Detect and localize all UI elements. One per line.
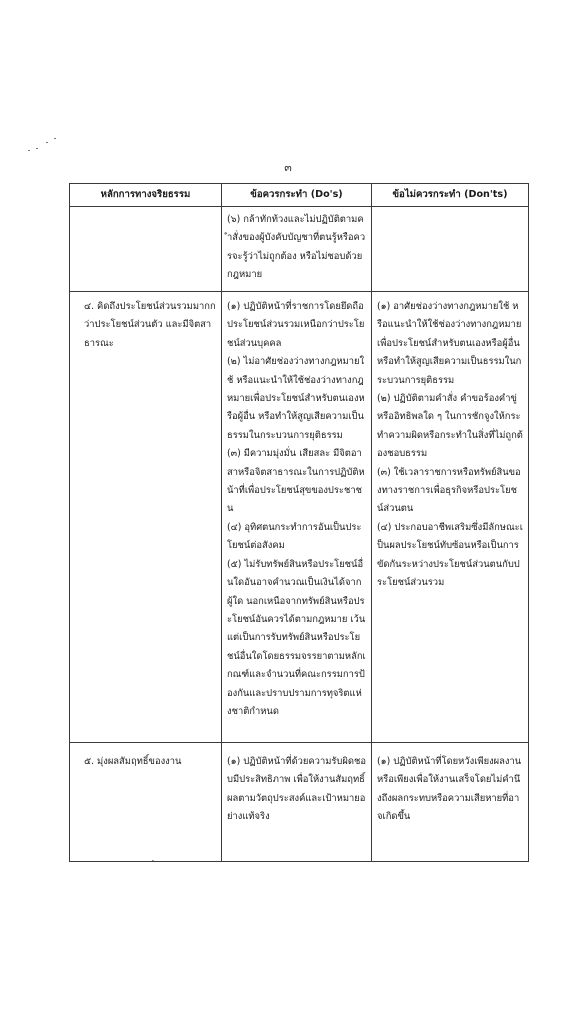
scan-specks [28, 134, 68, 154]
speck [46, 142, 48, 143]
speck [54, 138, 56, 139]
header-row [70, 184, 529, 207]
ethics-table [69, 183, 529, 862]
table-row-results [70, 743, 529, 862]
speck [28, 150, 30, 151]
principle-cell [70, 207, 222, 292]
dos-item: (๒) ไม่อาศัยช่องว่างทางกฎหมายใช้ หรือแนะนำให้ใช้ช่องว่างทางกฎหมายเพื่อประโยชน์สำหรับตนเองหรือผู้อื่น หรือทำให้สูญเสียความเป็นธรรมในกระบวนการยุติธรรม [227, 356, 365, 441]
dos-item: (๖) กล้าทักท้วงและไม่ปฏิบัติตามคำสั่งของผู้บังคับบัญชาที่ตนรู้หรือควรจะรู้ว่าไม่ถูกต้อง หรือไม่ชอบด้วยกฎหมาย [227, 214, 366, 281]
donts-item: (๑) ปฏิบัติหน้าที่โดยหวังเพียงผลงานหรือเพียงเพื่อให้งานเสร็จโดยไม่คำนึงถึงผลกระทบหรือความเสียหายที่อาจเกิดขึ้น [377, 756, 522, 823]
donts-cell [372, 743, 529, 862]
donts-cell [372, 207, 529, 292]
donts-item: (๑) อาศัยช่องว่างทางกฎหมายใช้ หรือแนะนำให้ใช้ช่องว่างทางกฎหมายเพื่อประโยชน์สำหรับตนเองหรือผู้อื่น หรือทำให้สูญเสียความเป็นธรรมในกระบวนการยุติธรรม [377, 301, 522, 386]
scan-speck [152, 860, 154, 861]
principle-cell: ๕. มุ่งผลสัมฤทธิ์ของงาน [70, 743, 222, 862]
principle-cell: ๔. คิดถึงประโยชน์ส่วนรวมมากกว่าประโยชน์ส่วนตัว และมีจิตสาธารณะ [70, 292, 222, 743]
table-row-continued [70, 207, 529, 292]
donts-item: (๔) ประกอบอาชีพเสริมซึ่งมีลักษณะเป็นผลประโยชน์ทับซ้อนหรือเป็นการขัดกันระหว่างประโยชน์ส่วนตนกับประโยชน์ส่วนรวม [377, 521, 523, 589]
dos-item: (๕) ไม่รับทรัพย์สินหรือประโยชน์อื่นใดอันอาจคำนวณเป็นเงินได้จากผู้ใด นอกเหนือจากทรัพย์สินหรือประโยชน์อันควรได้ตามกฎหมาย เว้นแต่เป็นการรับทรัพย์สินหรือประโยชน์อื่นใดโดยธรรมจรรยาตามหลักเกณฑ์และจำนวนที่คณะกรรมการป้องกันและปราบปรามการทุจริตแห่งชาติกำหนด [227, 558, 366, 717]
header-principle: หลักการทางจริยธรรม [70, 184, 222, 207]
page-number: ๓ [284, 161, 292, 174]
dos-item: (๑) ปฏิบัติหน้าที่ด้วยความรับผิดชอบมีประสิทธิภาพ เพื่อให้งานสัมฤทธิ์ผลตามวัตถุประสงค์และเป้าหมายอย่างแท้จริง [227, 756, 366, 823]
header-donts: ข้อไม่ควรกระทำ (Don'ts) [372, 184, 529, 207]
donts-cell [372, 292, 529, 743]
table-row-public-interest [70, 292, 529, 743]
header-dos: ข้อควรกระทำ (Do's) [222, 184, 372, 207]
dos-cell [222, 292, 372, 743]
dos-cell [222, 207, 372, 292]
donts-item: (๒) ปฏิบัติตามคำสั่ง คำขอร้องคำขู่หรืออิทธิพลใด ๆ ในการชักจูงให้กระทำความผิดหรือกระทำในสิ่งที่ไม่ถูกต้องชอบธรรม [377, 393, 523, 460]
donts-item: (๓) ใช้เวลาราชการหรือทรัพย์สินของทางราชการเพื่อธุรกิจหรือประโยชน์ส่วนตน [377, 466, 521, 515]
table-header [70, 184, 529, 207]
dos-item: (๑) ปฏิบัติหน้าที่ราชการโดยยึดถือประโยชน์ส่วนรวมเหนือกว่าประโยชน์ส่วนบุคคล [227, 301, 365, 349]
speck [36, 148, 38, 149]
dos-item: (๓) มีความมุ่งมั่น เสียสละ มีจิตอาสาหรือจิตสาธารณะในการปฏิบัติหน้าที่เพื่อประโยชน์สุขของประชาชน [227, 448, 365, 515]
dos-item: (๔) อุทิศตนกระทำการอันเป็นประโยชน์ต่อสังคม [227, 521, 362, 552]
dos-cell [222, 743, 372, 862]
